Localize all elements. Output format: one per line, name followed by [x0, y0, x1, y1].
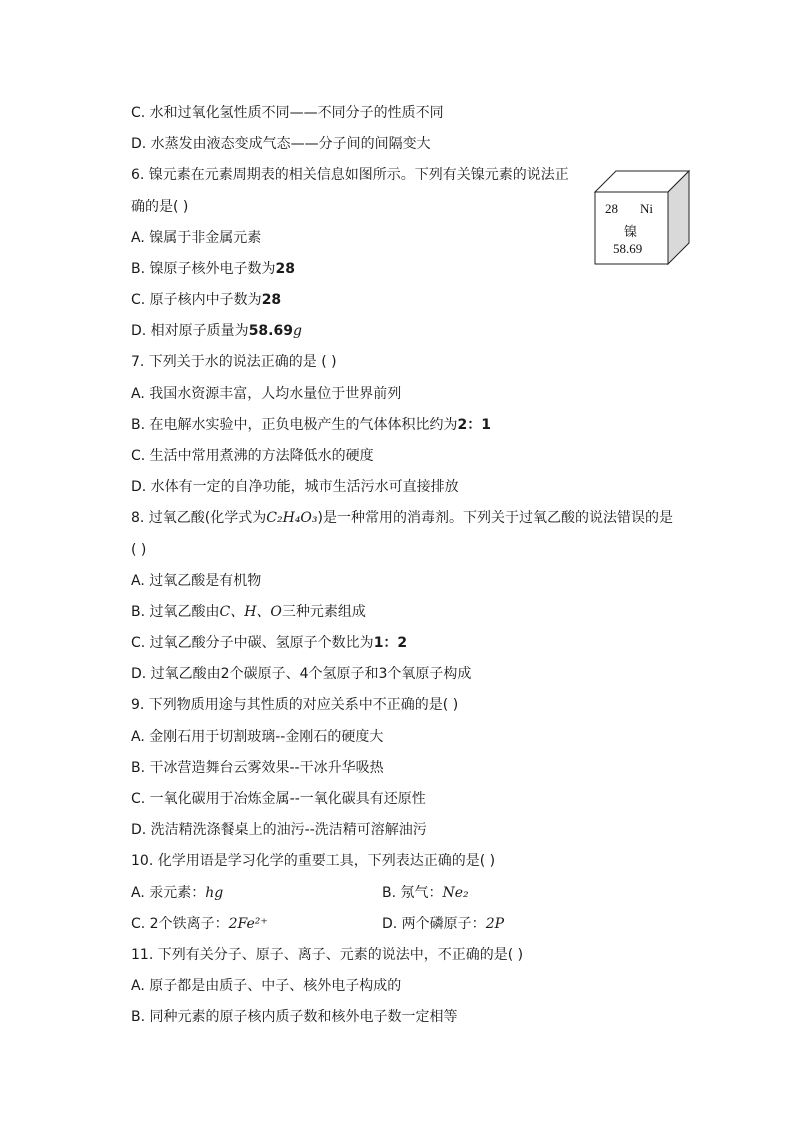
q10-option-a: A. 汞元素：hg [131, 885, 224, 901]
question-7-stem: 7. 下列关于水的说法正确的是 ( ) [131, 354, 337, 370]
element-symbol: Ni [640, 201, 653, 216]
question-11-stem: 11. 下列有关分子、原子、离子、元素的说法中，不正确的是( ) [131, 947, 524, 963]
q9-option-d: D. 洗洁精洗涤餐桌上的油污--洗洁精可溶解油污 [131, 822, 427, 838]
question-9-stem: 9. 下列物质用途与其性质的对应关系中不正确的是( ) [131, 697, 459, 713]
q8-option-c: C. 过氧乙酸分子中碳、氢原子个数比为1：2 [131, 635, 408, 651]
q7-option-b: B. 在电解水实验中，正负电极产生的气体体积比约为2：1 [131, 417, 491, 433]
question-10-stem: 10. 化学用语是学习化学的重要工具，下列表达正确的是( ) [131, 853, 496, 869]
question-8-stem: 8. 过氧乙酸(化学式为C₂H₄O₃)是一种常用的消毒剂。下列关于过氧乙酸的说法错误的是 [131, 510, 673, 526]
q6-option-a: A. 镍属于非金属元素 [131, 230, 262, 246]
q11-option-a: A. 原子都是由质子、中子、核外电子构成的 [131, 978, 402, 994]
element-name: 镍 [624, 225, 638, 240]
question-8-stem-cont: ( ) [131, 542, 147, 558]
question-6-stem: 6. 镍元素在元素周期表的相关信息如图所示。下列有关镍元素的说法正 [131, 167, 569, 183]
atomic-mass: 58.69 [613, 241, 643, 256]
q10-option-b: B. 氖气：Ne₂ [382, 885, 469, 901]
q7-option-a: A. 我国水资源丰富，人均水量位于世界前列 [131, 386, 402, 402]
q8-option-b: B. 过氧乙酸由C、H、O三种元素组成 [131, 604, 366, 620]
q6-option-b: B. 镍原子核外电子数为28 [131, 261, 295, 277]
q8-option-a: A. 过氧乙酸是有机物 [131, 573, 262, 589]
q5-option-d: D. 水蒸发由液态变成气态——分子间的间隔变大 [131, 136, 431, 152]
q7-option-c: C. 生活中常用煮沸的方法降低水的硬度 [131, 448, 374, 464]
q7-option-d: D. 水体有一定的自净功能，城市生活污水可直接排放 [131, 479, 459, 495]
q10-option-d: D. 两个磷原子：2P [382, 916, 505, 932]
q9-option-a: A. 金刚石用于切割玻璃--金刚石的硬度大 [131, 729, 384, 745]
q5-option-c: C. 水和过氧化氢性质不同——不同分子的性质不同 [131, 105, 444, 121]
q8-option-d: D. 过氧乙酸由2个碳原子、4个氢原子和3个氧原子构成 [131, 666, 472, 682]
q6-option-c: C. 原子核内中子数为28 [131, 292, 282, 308]
question-6-stem-cont: 确的是( ) [131, 199, 189, 215]
q9-option-b: B. 干冰营造舞台云雾效果--干冰升华吸热 [131, 760, 384, 776]
element-tile-nickel [594, 170, 690, 266]
q6-option-d: D. 相对原子质量为58.69g [131, 323, 302, 339]
atomic-number: 28 [605, 201, 618, 216]
q11-option-b: B. 同种元素的原子核内质子数和核外电子数一定相等 [131, 1009, 458, 1025]
q10-option-c: C. 2个铁离子：2Fe²⁺ [131, 916, 268, 932]
q9-option-c: C. 一氧化碳用于冶炼金属--一氧化碳具有还原性 [131, 791, 426, 807]
